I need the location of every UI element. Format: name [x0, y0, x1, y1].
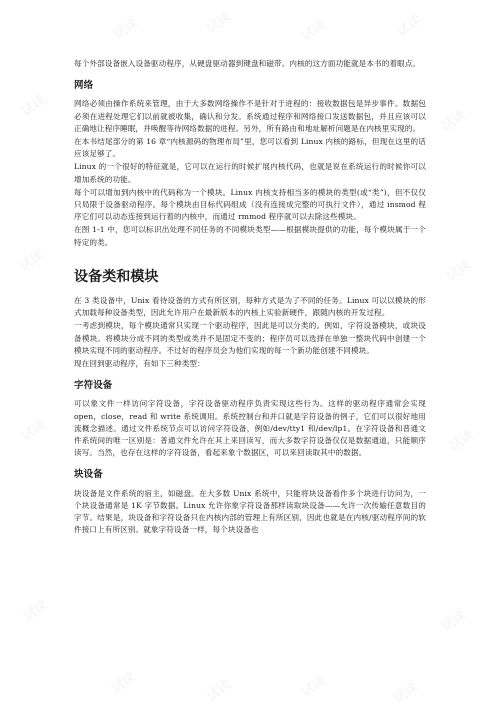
paragraph: Linux 的一个很好的特征就是，它可以在运行的时候扩展内核代码，也就是说在系统运行的时候你可以增加系统的功能。 [74, 162, 426, 184]
watermark-text: 试读 [439, 107, 470, 135]
paragraph: 网络必须由操作系统来管理，由于大多数网络操作不是针对于进程的：接收数据包是异步事件。数据包必须在进程处理它们以前就被收集，确认和分发。系统通过程序和网络接口发送数据包，并且应该可以正确地让程序睡眠，并唤醒等待网络数据的进程。另外，所有路由和地址解析问题是在内核里实现的。 [74, 99, 426, 133]
watermark-text: 试读 [204, 9, 235, 37]
watermark-text: 试读 [447, 427, 478, 455]
section-heading-network: 网络 [74, 80, 94, 92]
watermark-text: 试读 [439, 607, 470, 635]
watermark-text: 试读 [299, 17, 330, 45]
paragraph: 块设备是文件系统的宿主，如磁盘。在大多数 Unix 系统中，只能将块设备看作多个块进行访问为，一个块设备通常是 1K 字节数据。Linux 允许你象字符设备那样读取块设备——允许一次传输任意数目的字节。结果是，块设备和字符设备只在内核内部的管理上有所区别，因此也就是在内核/驱动程序间的软件接口上有所区别。就象字符设备一样，每个块设备也 [74, 488, 426, 535]
paragraph: 每个外部设备嵌入设备驱动程序，从硬盘驱动器到键盘和磁带。内核的这方面功能就是本书的着眼点。 [74, 59, 421, 68]
section-heading-block-devices: 块设备 [74, 469, 103, 481]
watermark-text: 试读 [17, 247, 48, 275]
paragraph: 在 3 类设备中，Unix 看待设备的方式有所区别，每种方式是为了不同的任务。Linux 可以以模块的形式加载每种设备类型，因此允许用户在最新版本的内核上实验新硬件，跟随内核的开发过程。 [74, 296, 426, 318]
watermark-text: 试读 [111, 15, 142, 43]
watermark-text: 试读 [21, 597, 52, 625]
watermark-text: 试读 [204, 677, 235, 705]
paragraph: 可以象文件一样访问字符设备，字符设备驱动程序负责实现这些行为。这样的驱动程序通常会实现 open，close，read 和 write 系统调用。系统控制台和并口就是字符设备的例子，它们可以很好地用流概念描述。通过文件系统节点可以访问字符设备，例如/dev/tty1 和/dev/lp1。在字符设备和普通文件系统间的唯一区别是：普通文件允许在其上来回读写，而大多数字符设备仅仅是数据通道，只能顺序读写。当然，也存在这样的字符设备，看起来象个数据区，可以来回读取其中的数据。 [74, 399, 426, 458]
paragraph: 在图 1-1 中，您可以标识出处理不同任务的不同模块类型——根据模块提供的功能，每个模块属于一个特定的类。 [74, 225, 426, 247]
watermark-text: 试读 [299, 673, 330, 701]
chapter-heading-device-classes: 设备类和模块 [74, 268, 159, 285]
paragraph: 一考虑到模块，每个模块通常只实现一个驱动程序，因此是可以分类的。例如，字符设备模块，或块设备模块。将模块分成不同的类型或类并不是固定不变的；程序员可以选择在单独一整块代码中创建一个模块实现不同的驱动程序。不过好的程序员会为他们实现的每一个新功能创建不同模块。 [74, 321, 426, 355]
watermark-text: 试读 [444, 257, 475, 285]
watermark-text: 试读 [109, 669, 140, 697]
document-body [74, 58, 426, 538]
section-heading-char-devices: 字符设备 [74, 380, 113, 392]
watermark-text: 试读 [394, 12, 425, 40]
watermark-text: 试读 [19, 417, 50, 445]
watermark-text: 试读 [391, 679, 422, 707]
paragraph: 在本书结尾部分的第 16 章“内核源码的物理布局”里，您可以看到 Linux 内核的路标，但现在这里的话应该足够了。 [74, 137, 426, 159]
paragraph: 现在回到驱动程序，有如下三种类型： [74, 359, 205, 369]
watermark-text: 试读 [19, 92, 50, 120]
paragraph: 每个可以增加到内核中的代码称为一个模块。Linux 内核支持相当多的模块的类型(或“类”)，但不仅仅只局限于设备驱动程序。每个模块由目标代码组成（没有连接成完整的可执行文件），通过 insmod 程序它们可以动态连接到运行着的内核中，而通过 rmmod 程序就可以去除这些模块。 [74, 187, 426, 222]
